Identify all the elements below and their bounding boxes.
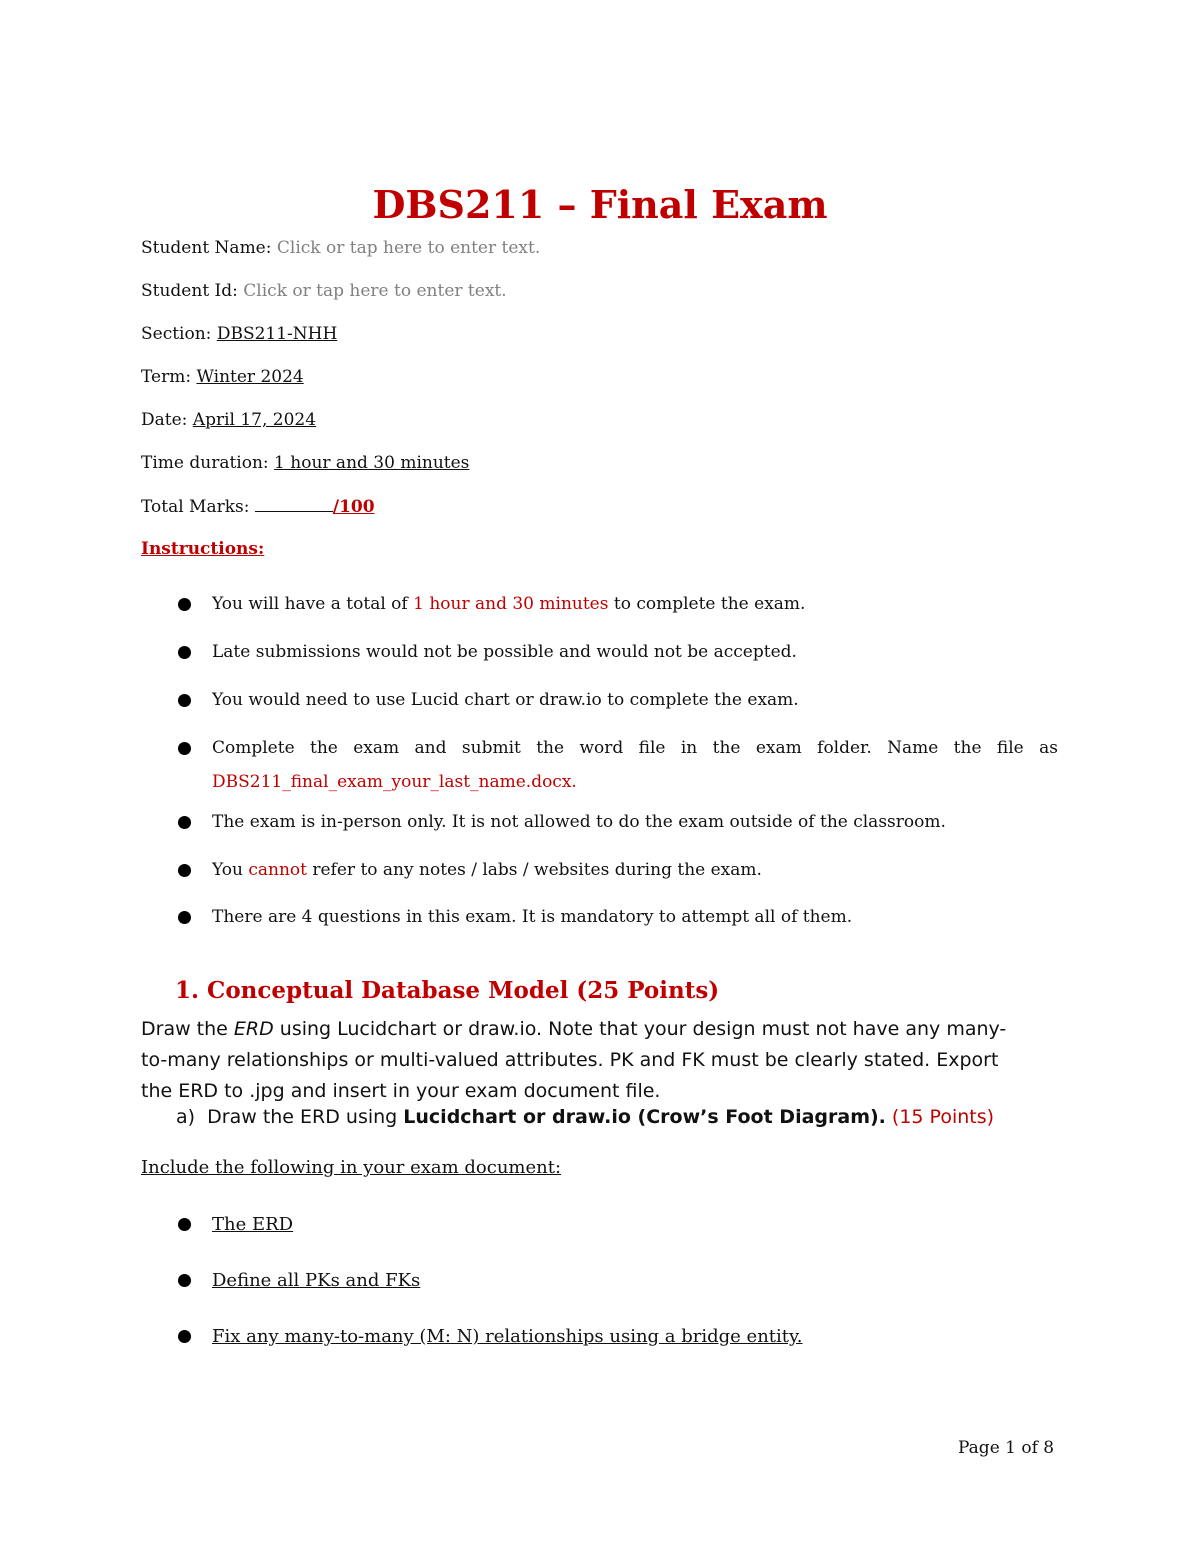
- item-label: a): [176, 1106, 196, 1128]
- total-marks-label: Total Marks:: [141, 497, 250, 517]
- bullet-icon: [178, 816, 191, 829]
- paragraph-text: using Lucidchart or draw.io. Note that your design must not have any many-: [273, 1018, 1007, 1040]
- instruction-item: [212, 586, 1058, 622]
- date-row: [141, 408, 316, 432]
- student-name-label: Student Name:: [141, 238, 272, 258]
- student-id-label: Student Id:: [141, 281, 238, 301]
- page-number: Page 1 of 8: [958, 1438, 1055, 1458]
- duration-value: 1 hour and 30 minutes: [274, 453, 470, 473]
- student-id-row: [141, 279, 507, 303]
- term-row: [141, 365, 304, 389]
- student-id-input[interactable]: Click or tap here to enter text.: [243, 281, 507, 301]
- date-label: Date:: [141, 410, 188, 430]
- instruction-text: You will have a total of: [212, 594, 414, 614]
- instruction-item: The exam is in-person only. It is not allowed to do the exam outside of the classroom.: [212, 812, 946, 832]
- total-marks-value: /100: [332, 497, 375, 517]
- section-number: 1.: [175, 977, 200, 1004]
- instruction-item: You would need to use Lucid chart or draw.io to complete the exam.: [212, 690, 799, 710]
- include-item: Fix any many-to-many (M: N) relationships using a bridge entity.: [212, 1326, 803, 1347]
- instruction-highlight: 1 hour and 30 minutes: [413, 594, 609, 614]
- instruction-filename: DBS211_final_exam_your_last_name.docx.: [212, 772, 577, 792]
- term-label: Term:: [141, 367, 192, 387]
- instruction-item: [212, 852, 1058, 888]
- bullet-icon: [178, 1330, 191, 1343]
- total-marks-blank[interactable]: [255, 494, 333, 512]
- bullet-icon: [178, 1274, 191, 1287]
- instruction-item: There are 4 questions in this exam. It is mandatory to attempt all of them.: [212, 907, 853, 927]
- paragraph-text: Draw the: [141, 1018, 234, 1040]
- paragraph-line: [141, 1014, 1061, 1045]
- section-label: Section:: [141, 324, 212, 344]
- section-row: [141, 322, 337, 346]
- item-bold-text: Lucidchart or draw.io (Crow’s Foot Diagram).: [403, 1106, 886, 1128]
- instruction-text: You: [212, 860, 249, 880]
- instruction-text: refer to any notes / labs / websites during the exam.: [306, 860, 762, 880]
- section-value: DBS211-NHH: [216, 324, 338, 344]
- duration-row: [141, 451, 469, 475]
- student-name-row: [141, 236, 540, 260]
- total-marks-row: [141, 494, 375, 519]
- date-value: April 17, 2024: [192, 410, 317, 430]
- bullet-icon: [178, 694, 191, 707]
- bullet-icon: [178, 646, 191, 659]
- instruction-item: Complete the exam and submit the word file in the exam folder. Name the file as: [212, 738, 1058, 758]
- section-heading: [175, 974, 719, 1008]
- bullet-icon: [178, 911, 191, 924]
- instructions-heading: Instructions:: [141, 539, 265, 559]
- bullet-icon: [178, 1218, 191, 1231]
- section-paragraph: [141, 1014, 1061, 1107]
- section-title: Conceptual Database Model (25 Points): [207, 977, 720, 1004]
- item-text: Draw the ERD using: [207, 1106, 404, 1128]
- instruction-item: Late submissions would not be possible and would not be accepted.: [212, 642, 797, 662]
- exam-title: DBS211 – Final Exam: [372, 182, 828, 227]
- duration-label: Time duration:: [141, 453, 269, 473]
- include-item: The ERD: [212, 1214, 294, 1235]
- instruction-highlight: cannot: [248, 860, 307, 880]
- question-item-a: [176, 1102, 1076, 1133]
- paragraph-line: to-many relationships or multi-valued attributes. PK and FK must be clearly stated. Export: [141, 1049, 999, 1071]
- item-points: (15 Points): [885, 1106, 995, 1128]
- student-name-input[interactable]: Click or tap here to enter text.: [276, 238, 541, 258]
- include-item: Define all PKs and FKs: [212, 1270, 421, 1291]
- instruction-text: to complete the exam.: [608, 594, 806, 614]
- bullet-icon: [178, 864, 191, 877]
- bullet-icon: [178, 742, 191, 755]
- paragraph-emphasis: ERD: [233, 1018, 274, 1040]
- bullet-icon: [178, 598, 191, 611]
- include-heading: Include the following in your exam document:: [141, 1157, 562, 1178]
- paragraph-line: the ERD to .jpg and insert in your exam document file.: [141, 1080, 661, 1102]
- term-value: Winter 2024: [196, 367, 304, 387]
